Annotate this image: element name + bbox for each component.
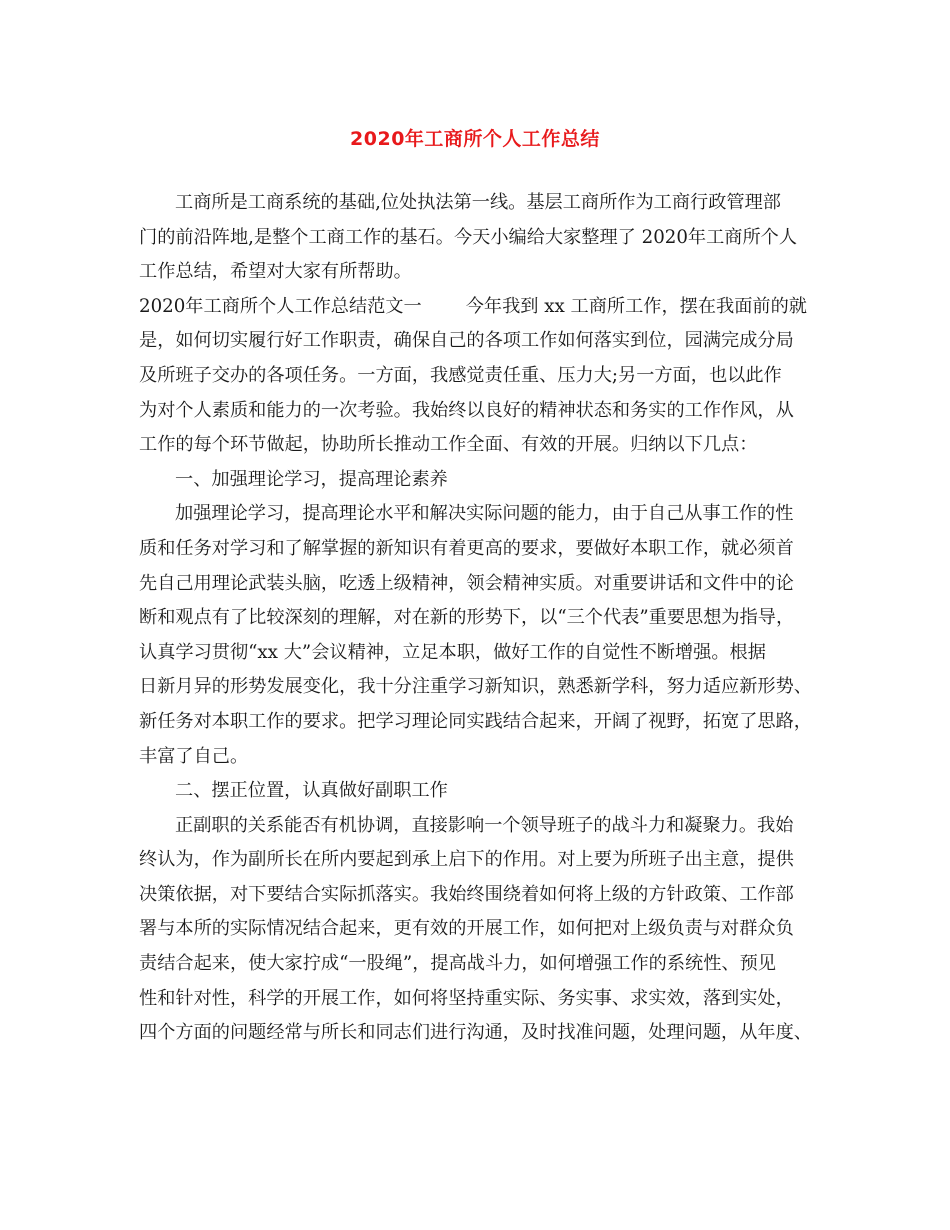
paragraph-line: 加强理论学习，提高理论水平和解决实际问题的能力，由于自己从事工作的性: [175, 503, 794, 525]
document-body: [139, 186, 829, 1051]
paragraph-line: 新任务对本职工作的要求。把学习理论同实践结合起来，开阔了视野，拓宽了思路，: [139, 710, 812, 732]
paragraph-line: 丰富了自己。: [139, 745, 249, 767]
paragraph-line: 是，如何切实履行好工作职责，确保自己的各项工作如何落实到位，园满完成分局: [139, 330, 794, 352]
paragraph-line: 正副职的关系能否有机协调，直接影响一个领导班子的战斗力和凝聚力。我始: [175, 814, 794, 836]
section-heading-sample: 2020年工商所个人工作总结范文一: [139, 295, 422, 317]
paragraph-line: 工商所是工商系统的基础,位处执法第一线。基层工商所作为工商行政管理部: [175, 192, 781, 213]
paragraph-line: 质和任务对学习和了解掌握的新知识有着更高的要求，要做好本职工作，就必须首: [139, 537, 794, 559]
paragraph-line: 认真学习贯彻“xx 大”会议精神，立足本职，做好工作的自觉性不断增强。根据: [139, 641, 766, 663]
paragraph-line: 及所班子交办的各项任务。一方面，我感觉责任重、压力大;另一方面，也以此作: [139, 364, 782, 386]
paragraph-line: 工作总结，希望对大家有所帮助。: [139, 261, 412, 283]
paragraph-line: 为对个人素质和能力的一次考验。我始终以良好的精神状态和务实的工作作风，从: [139, 399, 794, 421]
paragraph-line: 门的前沿阵地,是整个工商工作的基石。今天小编给大家整理了 2020年工商所个人: [139, 226, 798, 248]
paragraph-line: 断和观点有了比较深刻的理解，对在新的形势下，以“三个代表”重要思想为指导，: [139, 607, 795, 629]
paragraph-line: 工作的每个环节做起，协助所长推动工作全面、有效的开展。归纳以下几点：: [139, 434, 758, 456]
paragraph-line: 先自己用理论武装头脑，吃透上级精神，领会精神实质。对重要讲话和文件中的论: [139, 572, 794, 594]
section-heading: 二、摆正位置，认真做好副职工作: [175, 780, 448, 802]
document-title: 2020年工商所个人工作总结: [350, 128, 600, 150]
paragraph-line: 决策依据，对下要结合实际抓落实。我始终围绕着如何将上级的方针政策、工作部: [139, 883, 794, 905]
paragraph-line: 四个方面的问题经常与所长和同志们进行沟通，及时找准问题，处理问题，从年度、: [139, 1022, 812, 1044]
paragraph-text: 今年我到 xx 工商所工作，摆在我面前的就: [465, 295, 807, 317]
paragraph-line: 性和针对性，科学的开展工作，如何将坚持重实际、务实事、求实效，落到实处，: [139, 987, 794, 1009]
section-heading: 一、加强理论学习，提高理论素养: [175, 468, 448, 490]
paragraph-line: 终认为，作为副所长在所内要起到承上启下的作用。对上要为所班子出主意，提供: [139, 849, 794, 871]
paragraph-line: 责结合起来，使大家拧成“一股绳”，提高战斗力，如何增强工作的系统性、预见: [139, 953, 776, 975]
paragraph-line: 署与本所的实际情况结合起来，更有效的开展工作，如何把对上级负责与对群众负: [139, 918, 794, 940]
paragraph-line: [139, 290, 829, 325]
paragraph-line: 日新月异的形势发展变化，我十分注重学习新知识，熟悉新学科，努力适应新形势、: [139, 676, 812, 698]
